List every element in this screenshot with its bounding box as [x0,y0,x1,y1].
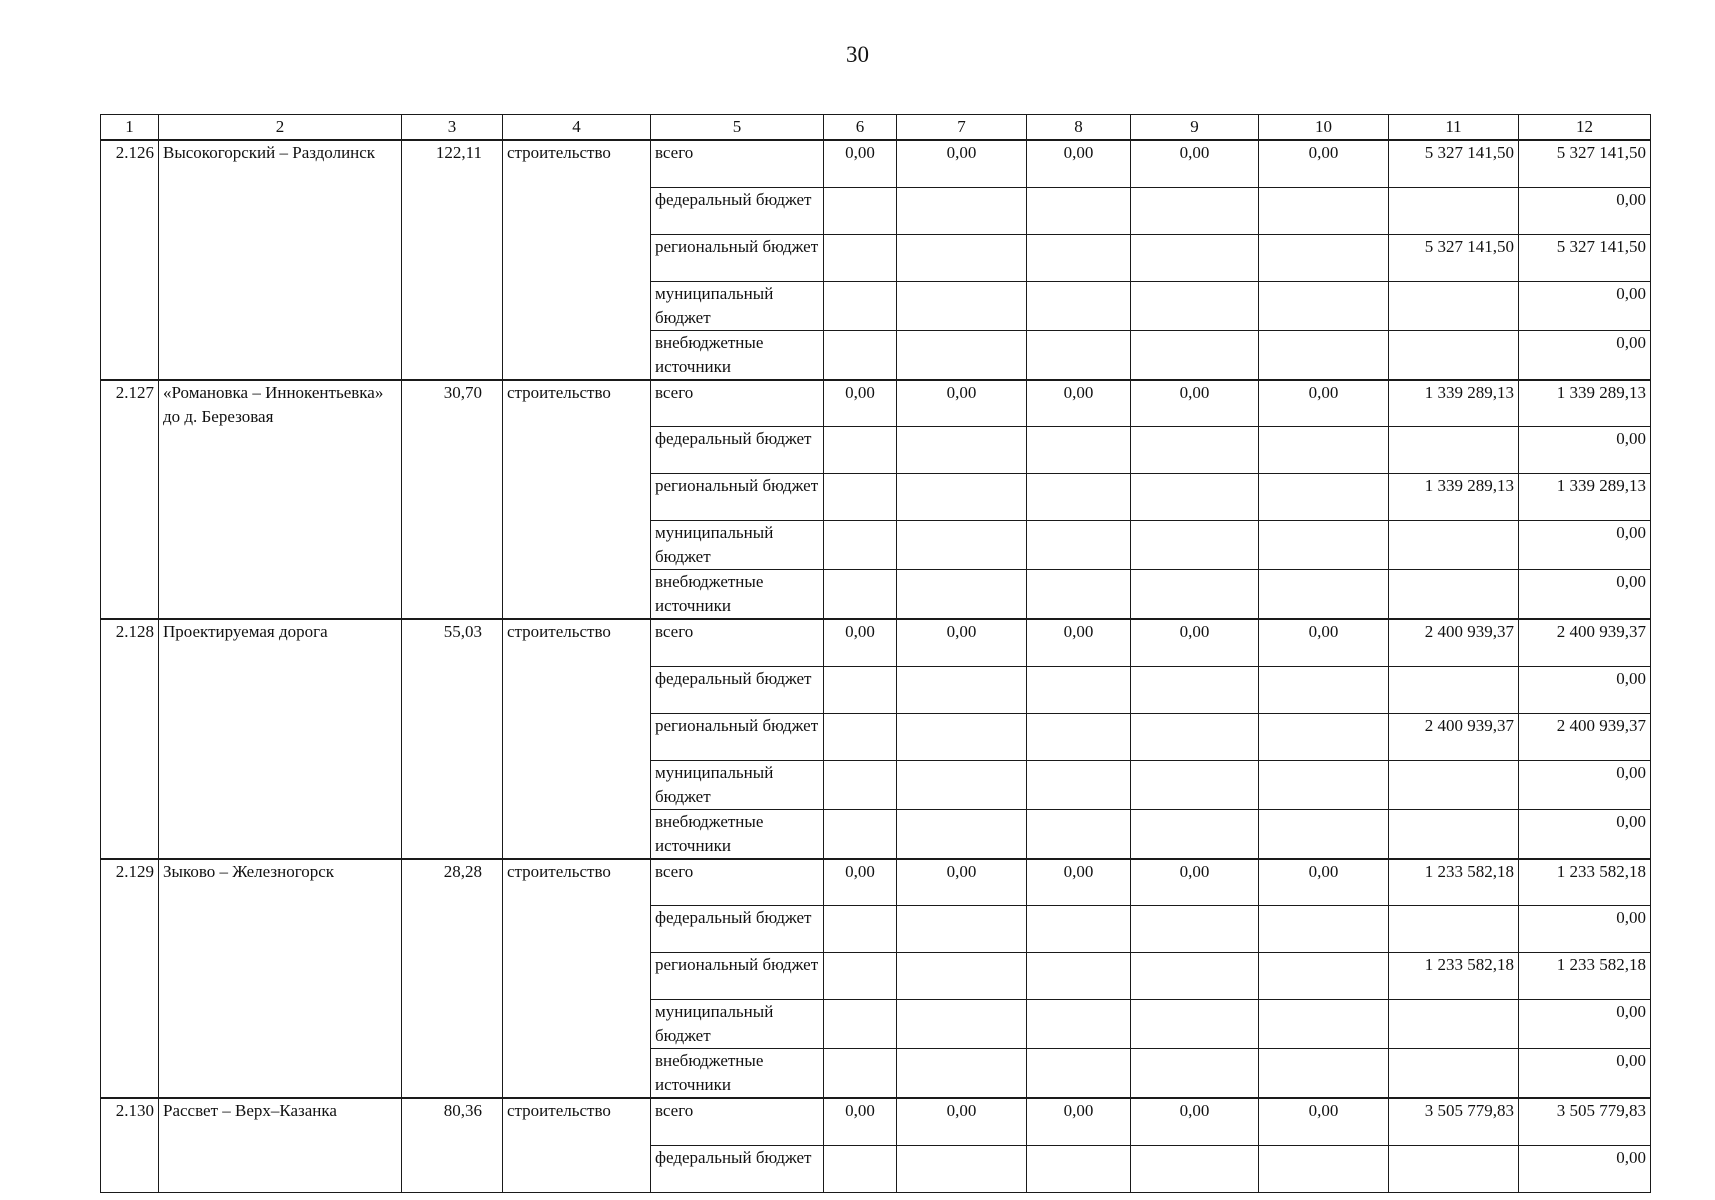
value-cell-12: 0,00 [1519,1049,1651,1099]
value-cell-6 [824,760,897,809]
header-cell: 3 [402,115,503,141]
value-cell-10: 0,00 [1259,619,1389,666]
value-cell-6 [824,1145,897,1192]
value-cell-8: 0,00 [1027,859,1131,906]
value-cell-7 [897,1000,1027,1049]
length-cell: 80,36 [402,1098,503,1192]
header-cell: 5 [651,115,824,141]
value-cell-8 [1027,187,1131,234]
funding-source-cell: муниципальный бюджет [651,760,824,809]
value-cell-9 [1131,953,1259,1000]
value-cell-8 [1027,809,1131,859]
header-cell: 12 [1519,115,1651,141]
value-cell-9: 0,00 [1131,380,1259,427]
funding-source-cell: всего [651,619,824,666]
value-cell-8 [1027,666,1131,713]
value-cell-8: 0,00 [1027,619,1131,666]
value-cell-12: 0,00 [1519,1000,1651,1049]
funding-source-cell: федеральный бюджет [651,1145,824,1192]
value-cell-8 [1027,281,1131,330]
value-cell-10: 0,00 [1259,380,1389,427]
value-cell-6 [824,713,897,760]
value-cell-9: 0,00 [1131,140,1259,187]
header-cell: 8 [1027,115,1131,141]
header-cell: 9 [1131,115,1259,141]
funding-source-cell: всего [651,1098,824,1145]
value-cell-12: 2 400 939,37 [1519,619,1651,666]
value-cell-7 [897,906,1027,953]
value-cell-11 [1389,666,1519,713]
value-cell-12: 0,00 [1519,906,1651,953]
road-name-cell: Высокогорский – Раздолинск [159,140,402,380]
value-cell-7 [897,760,1027,809]
funding-source-cell: всего [651,380,824,427]
value-cell-7 [897,187,1027,234]
value-cell-9 [1131,809,1259,859]
value-cell-7: 0,00 [897,1098,1027,1145]
value-cell-11: 1 339 289,13 [1389,380,1519,427]
value-cell-10 [1259,187,1389,234]
value-cell-6 [824,1000,897,1049]
value-cell-7 [897,666,1027,713]
value-cell-9 [1131,760,1259,809]
value-cell-8 [1027,474,1131,521]
value-cell-11 [1389,330,1519,380]
value-cell-10 [1259,760,1389,809]
value-cell-11: 1 339 289,13 [1389,474,1519,521]
value-cell-12: 3 505 779,83 [1519,1098,1651,1145]
value-cell-10: 0,00 [1259,859,1389,906]
value-cell-6 [824,234,897,281]
header-cell: 10 [1259,115,1389,141]
value-cell-8 [1027,713,1131,760]
value-cell-8 [1027,427,1131,474]
value-cell-9 [1131,234,1259,281]
value-cell-9 [1131,330,1259,380]
table-row [101,859,1651,906]
value-cell-6: 0,00 [824,619,897,666]
value-cell-10 [1259,427,1389,474]
value-cell-11: 1 233 582,18 [1389,859,1519,906]
length-cell: 55,03 [402,619,503,859]
value-cell-9 [1131,906,1259,953]
value-cell-11: 2 400 939,37 [1389,619,1519,666]
value-cell-12: 0,00 [1519,1145,1651,1192]
value-cell-9 [1131,713,1259,760]
value-cell-11 [1389,1049,1519,1099]
value-cell-12: 0,00 [1519,521,1651,570]
value-cell-8 [1027,1000,1131,1049]
road-name-cell: Проектируемая дорога [159,619,402,859]
value-cell-10 [1259,953,1389,1000]
value-cell-12: 0,00 [1519,809,1651,859]
value-cell-11: 5 327 141,50 [1389,140,1519,187]
value-cell-7 [897,281,1027,330]
value-cell-6 [824,570,897,620]
value-cell-10 [1259,666,1389,713]
value-cell-12: 1 339 289,13 [1519,380,1651,427]
value-cell-10 [1259,281,1389,330]
value-cell-11: 2 400 939,37 [1389,713,1519,760]
work-type-cell: строительство [503,380,651,620]
header-cell: 4 [503,115,651,141]
table-body [101,115,1651,1193]
value-cell-6 [824,187,897,234]
value-cell-8 [1027,234,1131,281]
value-cell-12: 5 327 141,50 [1519,140,1651,187]
value-cell-9 [1131,570,1259,620]
value-cell-7 [897,1049,1027,1099]
value-cell-6: 0,00 [824,859,897,906]
value-cell-8 [1027,330,1131,380]
value-cell-11 [1389,906,1519,953]
value-cell-7 [897,809,1027,859]
value-cell-7: 0,00 [897,619,1027,666]
value-cell-6 [824,906,897,953]
value-cell-9 [1131,187,1259,234]
value-cell-8: 0,00 [1027,140,1131,187]
header-cell: 1 [101,115,159,141]
value-cell-9 [1131,1145,1259,1192]
value-cell-7 [897,330,1027,380]
value-cell-8 [1027,760,1131,809]
value-cell-12: 0,00 [1519,187,1651,234]
value-cell-9 [1131,1049,1259,1099]
value-cell-10 [1259,906,1389,953]
value-cell-8 [1027,906,1131,953]
value-cell-9 [1131,1000,1259,1049]
value-cell-11 [1389,187,1519,234]
funding-source-cell: региональный бюджет [651,713,824,760]
funding-source-cell: всего [651,859,824,906]
value-cell-11 [1389,570,1519,620]
value-cell-10 [1259,330,1389,380]
table-row [101,380,1651,427]
funding-source-cell: внебюджетные источники [651,570,824,620]
value-cell-7 [897,570,1027,620]
row-number-cell: 2.128 [101,619,159,859]
value-cell-6 [824,1049,897,1099]
value-cell-9 [1131,521,1259,570]
funding-source-cell: федеральный бюджет [651,187,824,234]
page-number: 30 [846,42,869,67]
row-number-cell: 2.129 [101,859,159,1099]
length-cell: 30,70 [402,380,503,620]
value-cell-12: 0,00 [1519,281,1651,330]
table-row [101,1098,1651,1145]
value-cell-8 [1027,953,1131,1000]
value-cell-8 [1027,521,1131,570]
funding-source-cell: всего [651,140,824,187]
value-cell-7 [897,427,1027,474]
road-name-cell: Зыково – Железногорск [159,859,402,1099]
value-cell-6 [824,666,897,713]
funding-source-cell: федеральный бюджет [651,427,824,474]
value-cell-6 [824,521,897,570]
value-cell-8 [1027,1145,1131,1192]
value-cell-12: 1 233 582,18 [1519,859,1651,906]
table-row [101,619,1651,666]
value-cell-6: 0,00 [824,1098,897,1145]
row-number-cell: 2.126 [101,140,159,380]
value-cell-12: 1 233 582,18 [1519,953,1651,1000]
value-cell-12: 0,00 [1519,427,1651,474]
value-cell-11: 1 233 582,18 [1389,953,1519,1000]
value-cell-11: 5 327 141,50 [1389,234,1519,281]
value-cell-12: 0,00 [1519,330,1651,380]
value-cell-6 [824,809,897,859]
value-cell-11 [1389,1145,1519,1192]
length-cell: 28,28 [402,859,503,1099]
value-cell-10 [1259,1145,1389,1192]
header-row [101,115,1651,141]
work-type-cell: строительство [503,859,651,1099]
value-cell-8 [1027,1049,1131,1099]
value-cell-6 [824,281,897,330]
value-cell-10 [1259,1000,1389,1049]
road-name-cell: Рассвет – Верх–Казанка [159,1098,402,1192]
value-cell-11 [1389,281,1519,330]
road-name-cell: «Романовка – Иннокентьевка» до д. Березовая [159,380,402,620]
value-cell-9 [1131,666,1259,713]
value-cell-10 [1259,809,1389,859]
value-cell-10 [1259,474,1389,521]
funding-source-cell: региональный бюджет [651,234,824,281]
funding-source-cell: внебюджетные источники [651,1049,824,1099]
value-cell-10 [1259,1049,1389,1099]
value-cell-6 [824,330,897,380]
header-cell: 6 [824,115,897,141]
value-cell-12: 0,00 [1519,570,1651,620]
value-cell-8: 0,00 [1027,380,1131,427]
value-cell-10 [1259,234,1389,281]
value-cell-9: 0,00 [1131,619,1259,666]
funding-source-cell: муниципальный бюджет [651,281,824,330]
header-cell: 11 [1389,115,1519,141]
value-cell-9: 0,00 [1131,1098,1259,1145]
value-cell-9 [1131,427,1259,474]
table-row [101,140,1651,187]
value-cell-7 [897,713,1027,760]
value-cell-8 [1027,570,1131,620]
row-number-cell: 2.127 [101,380,159,620]
value-cell-7: 0,00 [897,140,1027,187]
value-cell-11 [1389,521,1519,570]
funding-source-cell: федеральный бюджет [651,906,824,953]
value-cell-7 [897,474,1027,521]
value-cell-7: 0,00 [897,859,1027,906]
funding-source-cell: внебюджетные источники [651,809,824,859]
value-cell-7 [897,521,1027,570]
value-cell-11 [1389,760,1519,809]
value-cell-9 [1131,281,1259,330]
value-cell-10: 0,00 [1259,1098,1389,1145]
value-cell-12: 0,00 [1519,760,1651,809]
funding-source-cell: муниципальный бюджет [651,521,824,570]
funding-source-cell: федеральный бюджет [651,666,824,713]
value-cell-12: 1 339 289,13 [1519,474,1651,521]
value-cell-6: 0,00 [824,380,897,427]
value-cell-12: 5 327 141,50 [1519,234,1651,281]
value-cell-7 [897,1145,1027,1192]
value-cell-11 [1389,809,1519,859]
funding-source-cell: внебюджетные источники [651,330,824,380]
value-cell-11 [1389,427,1519,474]
value-cell-10: 0,00 [1259,140,1389,187]
value-cell-8: 0,00 [1027,1098,1131,1145]
work-type-cell: строительство [503,140,651,380]
value-cell-9: 0,00 [1131,859,1259,906]
value-cell-7 [897,234,1027,281]
value-cell-7: 0,00 [897,380,1027,427]
value-cell-12: 2 400 939,37 [1519,713,1651,760]
value-cell-6 [824,427,897,474]
value-cell-10 [1259,570,1389,620]
value-cell-12: 0,00 [1519,666,1651,713]
work-type-cell: строительство [503,1098,651,1192]
budget-table [100,114,1651,1193]
value-cell-6 [824,953,897,1000]
header-cell: 7 [897,115,1027,141]
value-cell-9 [1131,474,1259,521]
length-cell: 122,11 [402,140,503,380]
value-cell-7 [897,953,1027,1000]
funding-source-cell: региональный бюджет [651,474,824,521]
value-cell-10 [1259,713,1389,760]
value-cell-6: 0,00 [824,140,897,187]
value-cell-11: 3 505 779,83 [1389,1098,1519,1145]
funding-source-cell: региональный бюджет [651,953,824,1000]
header-cell: 2 [159,115,402,141]
value-cell-6 [824,474,897,521]
value-cell-11 [1389,1000,1519,1049]
work-type-cell: строительство [503,619,651,859]
value-cell-10 [1259,521,1389,570]
funding-source-cell: муниципальный бюджет [651,1000,824,1049]
row-number-cell: 2.130 [101,1098,159,1192]
